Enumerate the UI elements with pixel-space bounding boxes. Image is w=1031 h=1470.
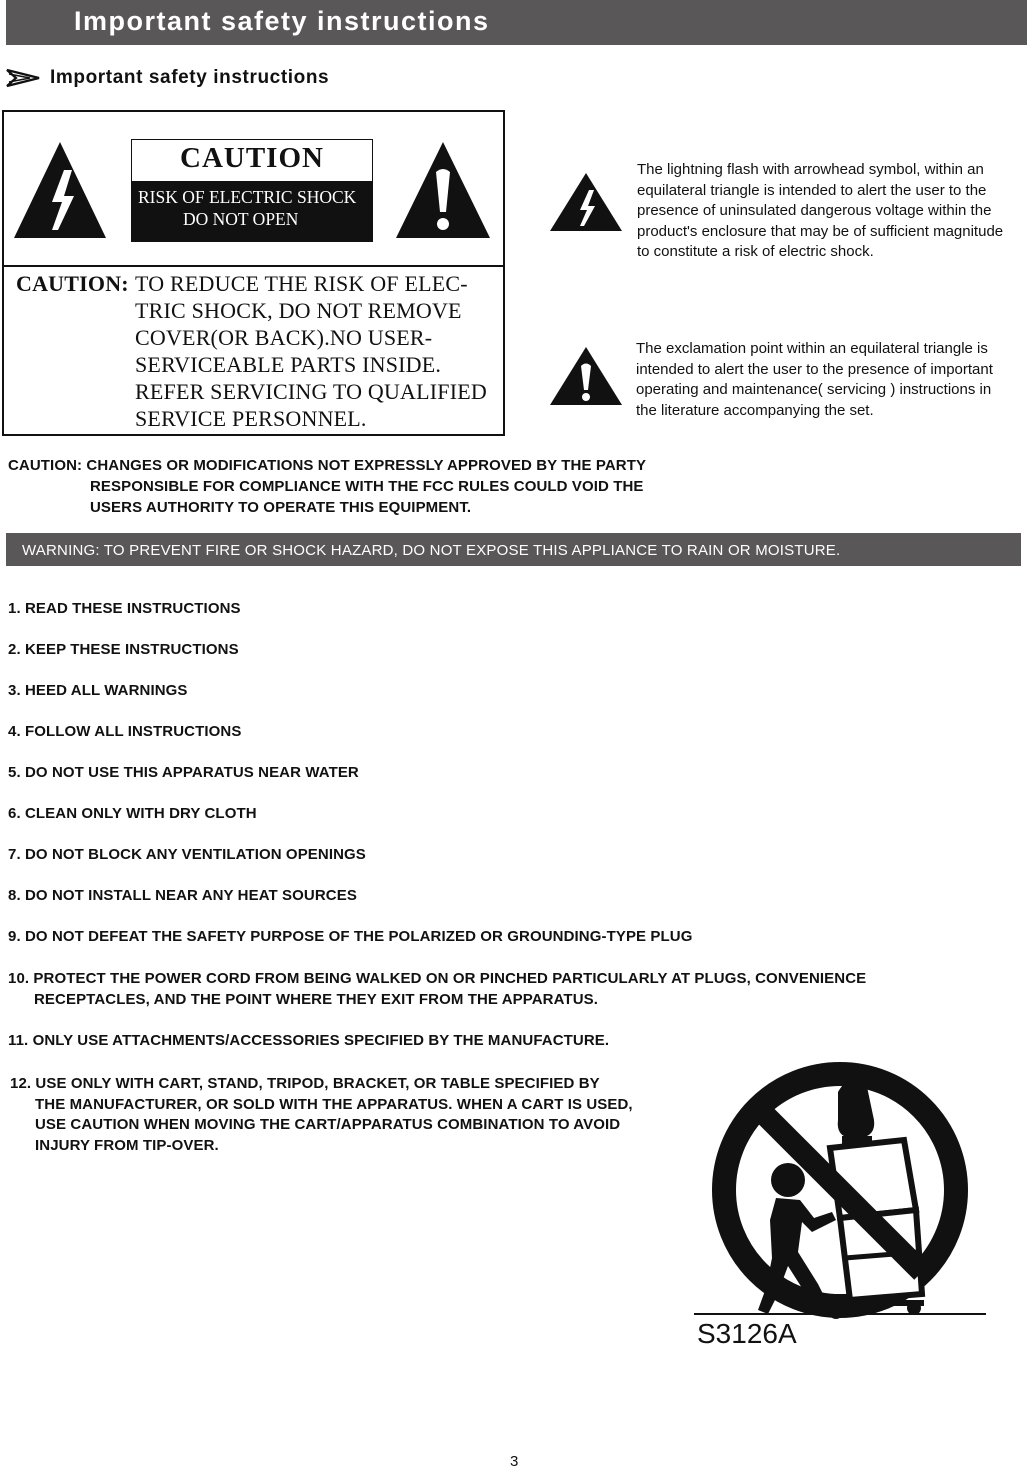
exclamation-warning-icon — [394, 140, 492, 240]
instruction-item: 6. CLEAN ONLY WITH DRY CLOTH — [8, 805, 257, 822]
arrow-right-icon — [6, 68, 40, 88]
fcc-caution-line: CAUTION: CHANGES OR MODIFICATIONS NOT EXPRESSLY APPROVED BY THE PARTY — [8, 457, 647, 474]
instruction-item-continued: USE CAUTION WHEN MOVING THE CART/APPARATUS COMBINATION TO AVOID — [35, 1116, 621, 1133]
caution-text-line: TRIC SHOCK, DO NOT REMOVE — [135, 298, 462, 323]
caution-text-line: TO REDUCE THE RISK OF ELEC- — [135, 271, 468, 296]
instruction-item: 3. HEED ALL WARNINGS — [8, 682, 188, 699]
explanation-line: presence of uninsulated dangerous voltage within the — [637, 202, 992, 219]
fcc-caution-line: USERS AUTHORITY TO OPERATE THIS EQUIPMENT. — [90, 499, 472, 516]
cart-tip-over-warning-icon — [690, 1062, 990, 1342]
instruction-item: 11. ONLY USE ATTACHMENTS/ACCESSORIES SPECIFIED BY THE MANUFACTURE. — [8, 1032, 610, 1049]
instruction-item-continued: RECEPTACLES, AND THE POINT WHERE THEY EXIT FROM THE APPARATUS. — [34, 991, 599, 1008]
instruction-item: 8. DO NOT INSTALL NEAR ANY HEAT SOURCES — [8, 887, 357, 904]
caution-text-line: SERVICE PERSONNEL. — [135, 406, 367, 431]
page-number: 3 — [510, 1453, 519, 1470]
explanation-line: to constitute a risk of electric shock. — [637, 243, 874, 260]
lightning-warning-icon — [549, 172, 623, 232]
explanation-line: The exclamation point within an equilateral triangle is — [636, 340, 988, 357]
explanation-line: product's enclosure that may be of sufficient magnitude — [637, 222, 1004, 240]
instruction-item-continued: THE MANUFACTURER, OR SOLD WITH THE APPARATUS. WHEN A CART IS USED, — [35, 1096, 633, 1113]
explanation-line: intended to alert the user to the presence of important — [636, 360, 993, 378]
instruction-item-continued: INJURY FROM TIP-OVER. — [35, 1137, 219, 1154]
risk-line: DO NOT OPEN — [183, 209, 299, 229]
instruction-item: 2. KEEP THESE INSTRUCTIONS — [8, 641, 239, 658]
divider — [2, 265, 505, 267]
fcc-caution-line: RESPONSIBLE FOR COMPLIANCE WITH THE FCC RULES COULD VOID THE — [90, 478, 644, 495]
lightning-warning-icon — [12, 140, 108, 240]
caution-text-line: COVER(OR BACK).NO USER- — [135, 325, 433, 350]
lightning-explanation — [637, 160, 1003, 263]
caution-text-line: REFER SERVICING TO QUALIFIED — [135, 379, 487, 404]
instruction-item: 12. USE ONLY WITH CART, STAND, TRIPOD, BRACKET, OR TABLE SPECIFIED BY — [10, 1075, 600, 1092]
caution-text-line: SERVICEABLE PARTS INSIDE. — [135, 352, 442, 377]
explanation-line: The lightning flash with arrowhead symbol, within an — [637, 161, 984, 178]
caution-prefix: CAUTION: — [16, 271, 129, 296]
instruction-item: 4. FOLLOW ALL INSTRUCTIONS — [8, 723, 242, 740]
explanation-line: the literature accompanying the set. — [636, 401, 874, 419]
instruction-item: 1. READ THESE INSTRUCTIONS — [8, 600, 241, 617]
exclamation-warning-icon — [549, 346, 623, 406]
caution-title: CAUTION — [180, 142, 324, 174]
explanation-line: equilateral triangle is intended to alert the user to the — [637, 181, 987, 199]
instruction-item: 5. DO NOT USE THIS APPARATUS NEAR WATER — [8, 764, 359, 781]
page-title: Important safety instructions — [74, 6, 490, 36]
explanation-line: operating and maintenance( servicing ) instructions in — [636, 381, 992, 398]
instruction-item: 10. PROTECT THE POWER CORD FROM BEING WALKED ON OR PINCHED PARTICULARLY AT PLUGS, CONVENIENCE — [8, 970, 867, 987]
warning-text: WARNING: TO PREVENT FIRE OR SHOCK HAZARD, DO NOT EXPOSE THIS APPLIANCE TO RAIN OR MOISTURE. — [22, 542, 841, 559]
risk-line: RISK OF ELECTRIC SHOCK — [138, 187, 357, 207]
instruction-item: 7. DO NOT BLOCK ANY VENTILATION OPENINGS — [8, 846, 366, 863]
instruction-item: 9. DO NOT DEFEAT THE SAFETY PURPOSE OF THE POLARIZED OR GROUNDING-TYPE PLUG — [8, 928, 693, 945]
section-title: Important safety instructions — [50, 67, 330, 88]
graphic-code: S3126A — [697, 1318, 797, 1349]
exclamation-explanation — [636, 339, 993, 421]
